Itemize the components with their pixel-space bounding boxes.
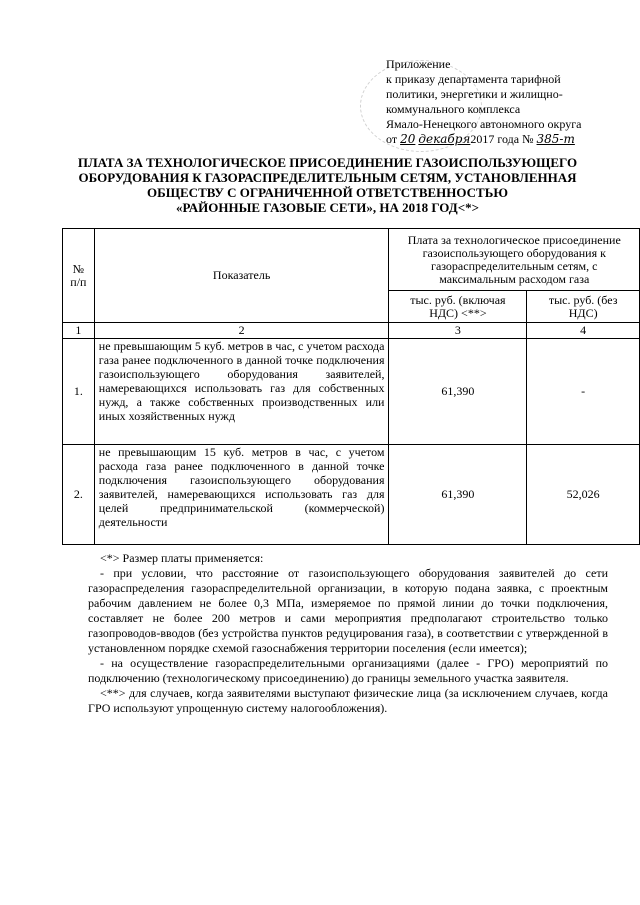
appendix-line: к приказу департамента тарифной (386, 72, 561, 86)
row-num: 2. (63, 445, 95, 545)
order-date-line (386, 132, 626, 147)
title-line: ОБЩЕСТВУ С ОГРАНИЧЕННОЙ ОТВЕТСТВЕННОСТЬЮ (147, 185, 508, 200)
col-number: 4 (527, 323, 640, 339)
appendix-header (386, 57, 626, 147)
handwritten-order-number: 385-т (536, 132, 575, 146)
col-number: 3 (389, 323, 527, 339)
header-with-vat: тыс. руб. (включая НДС) <**> (389, 291, 527, 323)
header-num: № п/п (63, 229, 95, 323)
appendix-line: политики, энергетики и жилищно- (386, 87, 563, 101)
header-fee-group: Плата за технологическое присоединение газоиспользующего оборудования к газораспределительным сетям, с максимальным расходом газа (389, 229, 640, 291)
row-description: не превышающим 5 куб. метров в час, с учетом расхода газа ранее подключенного в данной точке подключения газоиспользующего оборудования заявителей, намеревающихся использовать газ для собственных нужд, а также собственных производственных или иных хозяйственных нужд (94, 339, 389, 445)
title-line: «РАЙОННЫЕ ГАЗОВЫЕ СЕТИ», НА 2018 ГОД<*> (175, 200, 480, 215)
footnote-condition-2: - на осуществление газораспределительными организациями (далее - ГРО) мероприятий по подключению (технологическому присоединению) до границы земельного участка заявителя. (88, 656, 608, 685)
row-fee-with-vat: 61,390 (389, 339, 527, 445)
handwritten-day: 20 (400, 132, 416, 146)
header-without-vat: тыс. руб. (без НДС) (527, 291, 640, 323)
fee-table (62, 228, 640, 545)
document-title (40, 155, 615, 215)
column-number-row (63, 323, 640, 339)
header-indicator: Показатель (94, 229, 389, 323)
title-line: ОБОРУДОВАНИЯ К ГАЗОРАСПРЕДЕЛИТЕЛЬНЫМ СЕТЯМ, УСТАНОВЛЕННАЯ (78, 170, 577, 185)
footnote-double-star: <**> для случаев, когда заявителями выступают физические лица (за исключением случаев, когда ГРО используют упрощенную систему налогообложения). (88, 686, 608, 715)
row-fee-without-vat: - (527, 339, 640, 445)
title-line: ПЛАТА ЗА ТЕХНОЛОГИЧЕСКОЕ ПРИСОЕДИНЕНИЕ ГАЗОИСПОЛЬЗУЮЩЕГО (77, 155, 578, 170)
row-num: 1. (63, 339, 95, 445)
appendix-line: Ямало-Ненецкого автономного округа (386, 117, 582, 131)
handwritten-month: декабря (418, 132, 471, 146)
date-year-text: 2017 года № (470, 132, 534, 146)
row-fee-with-vat: 61,390 (389, 445, 527, 545)
table-header-row (63, 229, 640, 291)
col-number: 2 (94, 323, 389, 339)
col-number: 1 (63, 323, 95, 339)
date-prefix: от (386, 132, 398, 146)
row-fee-without-vat: 52,026 (527, 445, 640, 545)
footnote-star: <*> Размер платы применяется: (100, 551, 264, 565)
appendix-label: Приложение (386, 57, 451, 71)
appendix-line: коммунального комплекса (386, 102, 521, 116)
footnote-condition-1: - при условии, что расстояние от газоиспользующего оборудования заявителей до сети газораспределения газораспределительной организации, в которую подана заявка, с проектным рабочим давлением не более 0,3 МПа, измеряемое по прямой линии до точки подключения, составляет не более 200 метров и сами мероприятия предполагают строительство только газопроводов-вводов (без устройства пунктов редуцирования газа), в соответствии с утвержденной в установленном порядке схемой газоснабжения территории поселения (если имеется); (88, 566, 608, 655)
table-row (63, 445, 640, 545)
table-row (63, 339, 640, 445)
footnotes (88, 551, 608, 716)
row-description: не превышающим 15 куб. метров в час, с учетом расхода газа ранее подключенного в данной точке подключения газоиспользующего оборудования заявителей, намеревающихся использовать газ для целей предпринимательской (коммерческой) деятельности (94, 445, 389, 545)
